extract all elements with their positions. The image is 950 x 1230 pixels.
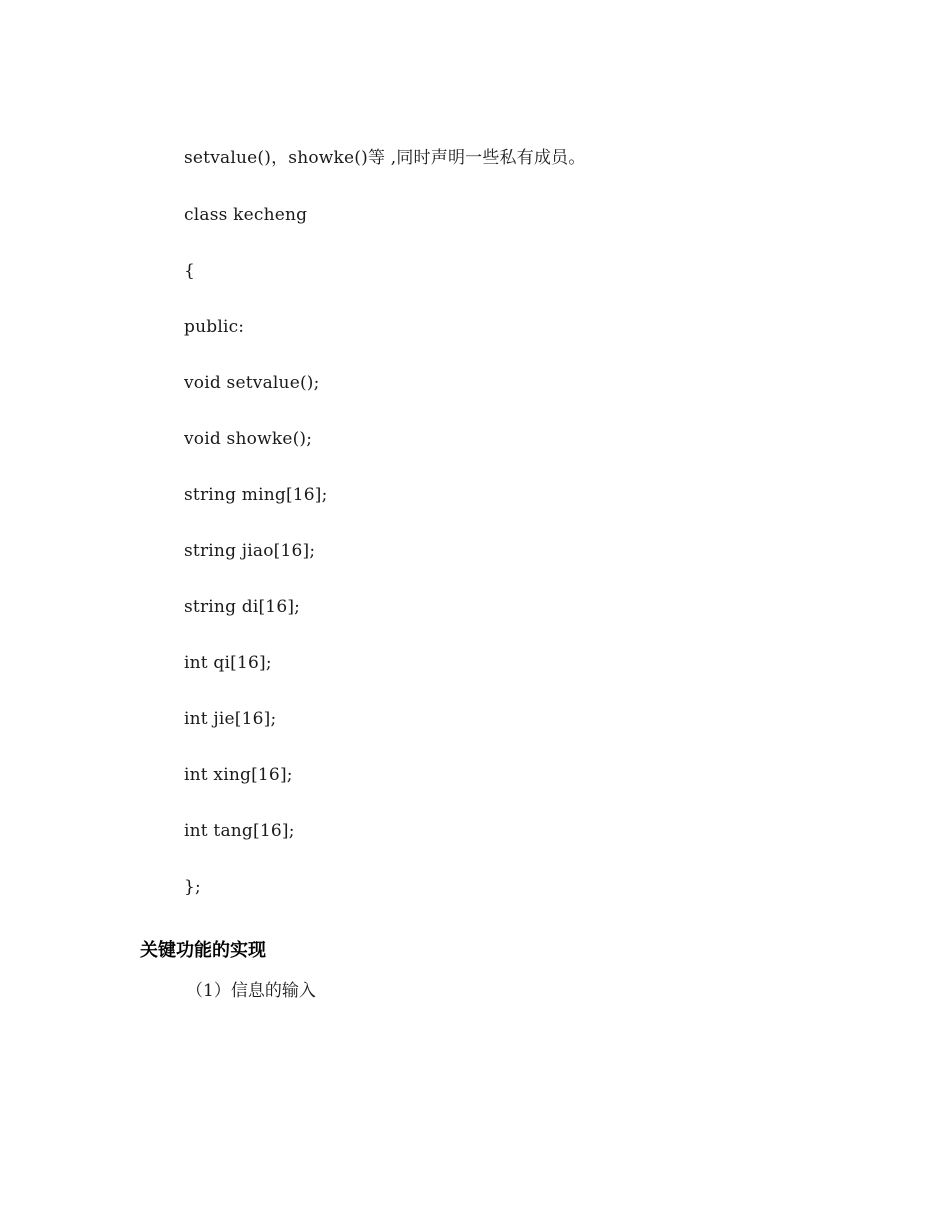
code-line-tang: int tang[16]; xyxy=(184,821,295,841)
code-line-qi: int qi[16]; xyxy=(184,653,272,673)
code-line-jiao: string jiao[16]; xyxy=(184,541,316,561)
code-line-xing: int xing[16]; xyxy=(184,765,293,785)
code-line-di: string di[16]; xyxy=(184,597,301,617)
subsection-heading: （1）信息的输入 xyxy=(186,981,316,1001)
code-line-setvalue: void setvalue(); xyxy=(184,373,320,393)
code-line-public: public: xyxy=(184,317,245,337)
text-line-intro: setvalue()，showke()等 ,同时声明一些私有成员。 xyxy=(184,148,586,168)
code-line-showke: void showke(); xyxy=(184,429,313,449)
code-line-close-brace: }; xyxy=(184,877,201,897)
section-heading: 关键功能的实现 xyxy=(140,940,266,961)
code-line-open-brace: { xyxy=(184,261,196,281)
code-line-ming: string ming[16]; xyxy=(184,485,328,505)
code-line-jie: int jie[16]; xyxy=(184,709,277,729)
code-line-class: class kecheng xyxy=(184,205,308,225)
